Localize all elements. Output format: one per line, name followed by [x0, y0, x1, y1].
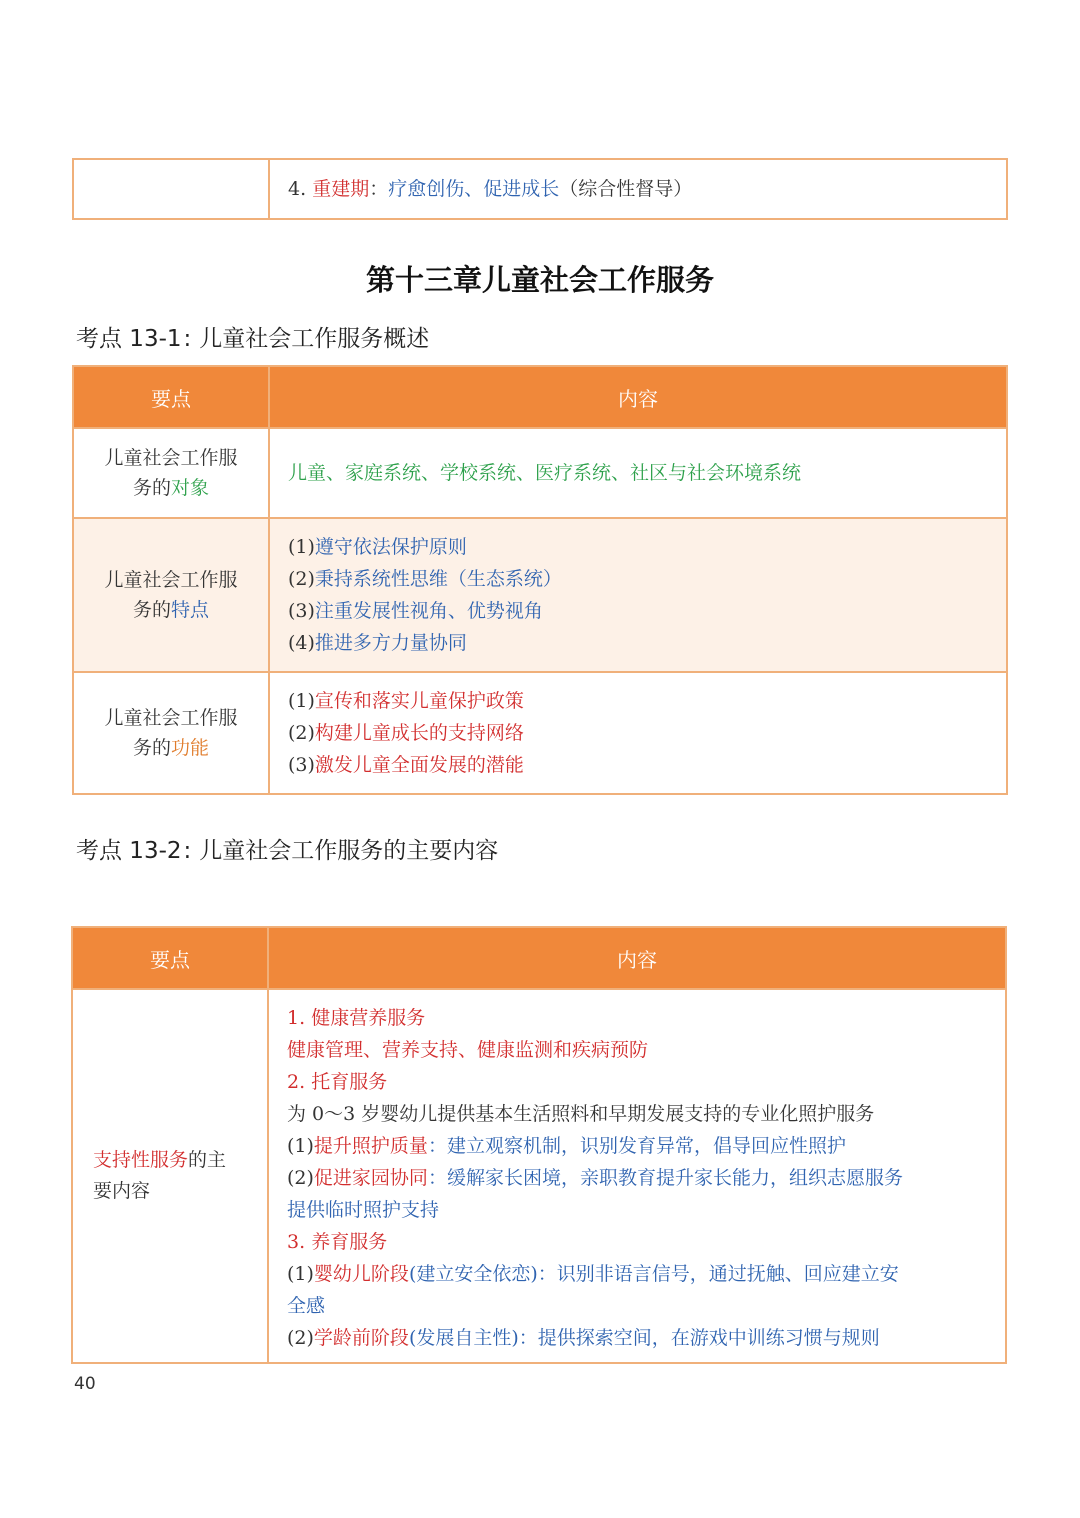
content-line	[287, 1162, 991, 1194]
line-text: 养育服务	[311, 1231, 388, 1253]
line-text: 托育服务	[311, 1071, 388, 1093]
line-paren: (发展自主性)	[408, 1327, 519, 1349]
row-key	[72, 989, 268, 1363]
phase-name: 重建期	[312, 178, 370, 200]
key-text: 务的	[132, 477, 171, 499]
phase-paren: （综合性督导）	[559, 178, 693, 200]
section-title-1: 儿童社会工作服务概述	[199, 326, 430, 352]
key-highlight: 功能	[171, 737, 210, 759]
key-text: 务的	[132, 737, 171, 759]
line-red: 学龄前阶段	[313, 1327, 409, 1349]
key-text: 儿童社会工作服	[104, 447, 238, 469]
line-blue: 提供探索空间，在游戏中训练习惯与规则	[537, 1327, 880, 1349]
line-colon: ：	[427, 1135, 447, 1157]
line-number: (1)	[287, 1263, 314, 1285]
content-line	[287, 1226, 991, 1258]
phase-colon: ：	[369, 178, 389, 200]
content-line	[287, 1002, 991, 1034]
line-number: (1)	[287, 1135, 314, 1157]
list-item	[288, 595, 988, 627]
line-red: 促进家园协同	[313, 1167, 428, 1189]
key-highlight: 对象	[171, 477, 210, 499]
row-key	[73, 518, 269, 672]
line-blue: 识别非语言信号，通过抚触、回应建立安	[556, 1263, 899, 1285]
row-content	[269, 518, 1007, 672]
row-content: 儿童、家庭系统、学校系统、医疗系统、社区与社会环境系统	[269, 428, 1007, 518]
content-line	[287, 1258, 991, 1290]
section-label-2: 考点 13-2	[76, 838, 182, 864]
item-number: (4)	[288, 632, 315, 654]
item-text: 遵守依法保护原则	[314, 536, 467, 558]
phase-text: 疗愈创伤、促进成长	[388, 178, 560, 200]
line-colon: ：	[537, 1263, 557, 1285]
line-number: (2)	[287, 1167, 314, 1189]
line-blue: 缓解家长困境，亲职教育提升家长能力，组织志愿服务	[446, 1167, 903, 1189]
line-colon: ：	[427, 1167, 447, 1189]
item-text: 推进多方力量协同	[314, 632, 467, 654]
section-label-1: 考点 13-1	[76, 326, 182, 352]
key-text: 要内容	[93, 1180, 151, 1202]
table-row	[73, 428, 1007, 518]
chapter-title: 第十三章儿童社会工作服务	[365, 263, 714, 297]
phase-number: 4.	[288, 178, 307, 200]
item-number: (2)	[288, 568, 315, 590]
row-content	[268, 989, 1006, 1363]
line-red: 提升照护质量	[313, 1135, 428, 1157]
key-text: 儿童社会工作服	[104, 569, 238, 591]
item-text: 构建儿童成长的支持网络	[314, 722, 524, 744]
list-item	[288, 563, 988, 595]
item-number: (3)	[288, 754, 315, 776]
table-row	[73, 672, 1007, 794]
section-heading-1	[76, 320, 429, 353]
item-number: (1)	[288, 690, 315, 712]
header-content: 内容	[269, 366, 1007, 428]
overview-table	[72, 365, 1008, 795]
line-colon: ：	[518, 1327, 538, 1349]
content-line: 健康管理、营养支持、健康监测和疾病预防	[287, 1039, 649, 1061]
table-row	[73, 518, 1007, 672]
content-line: 为 0～3 岁婴幼儿提供基本生活照料和早期发展支持的专业化照护服务	[287, 1103, 875, 1125]
content-line	[287, 1130, 991, 1162]
content-line	[287, 1066, 991, 1098]
content-line: 提供临时照护支持	[287, 1199, 440, 1221]
continuation-key-cell	[73, 159, 269, 219]
item-text: 宣传和落实儿童保护政策	[314, 690, 524, 712]
row-key	[73, 672, 269, 794]
line-number: 1.	[287, 1007, 306, 1029]
row-content	[269, 672, 1007, 794]
section-sep-1: :	[183, 326, 192, 352]
key-highlight: 特点	[171, 599, 210, 621]
line-blue: 建立观察机制，识别发育异常，倡导回应性照护	[446, 1135, 846, 1157]
line-number: 3.	[287, 1231, 306, 1253]
header-content: 内容	[268, 927, 1006, 989]
line-red: 婴幼儿阶段	[313, 1263, 409, 1285]
key-text: 的主	[188, 1149, 227, 1171]
content-table	[71, 926, 1007, 1364]
page-number: 40	[74, 1374, 96, 1394]
list-item	[288, 749, 988, 781]
list-item	[288, 627, 988, 659]
list-item	[288, 685, 988, 717]
item-number: (2)	[288, 722, 315, 744]
key-text: 儿童社会工作服	[104, 707, 238, 729]
line-text: 健康营养服务	[311, 1007, 426, 1029]
item-number: (1)	[288, 536, 315, 558]
item-number: (3)	[288, 600, 315, 622]
section-heading-2	[76, 832, 498, 865]
content-line	[287, 1322, 991, 1354]
line-paren: (建立安全依恋)	[408, 1263, 538, 1285]
header-key: 要点	[72, 927, 268, 989]
key-text: 务的	[132, 599, 171, 621]
list-item	[288, 531, 988, 563]
item-text: 注重发展性视角、优势视角	[314, 600, 543, 622]
table-row	[72, 989, 1006, 1363]
line-number: 2.	[287, 1071, 306, 1093]
section-sep-2: :	[183, 838, 192, 864]
item-text: 秉持系统性思维（生态系统）	[314, 568, 562, 590]
continuation-content-cell	[269, 159, 1007, 219]
key-highlight: 支持性服务	[93, 1149, 189, 1171]
row-key	[73, 428, 269, 518]
item-text: 激发儿童全面发展的潜能	[314, 754, 524, 776]
section-title-2: 儿童社会工作服务的主要内容	[199, 838, 499, 864]
list-item	[288, 717, 988, 749]
content-line: 全感	[287, 1295, 326, 1317]
header-key: 要点	[73, 366, 269, 428]
continuation-table	[72, 158, 1008, 220]
line-number: (2)	[287, 1327, 314, 1349]
